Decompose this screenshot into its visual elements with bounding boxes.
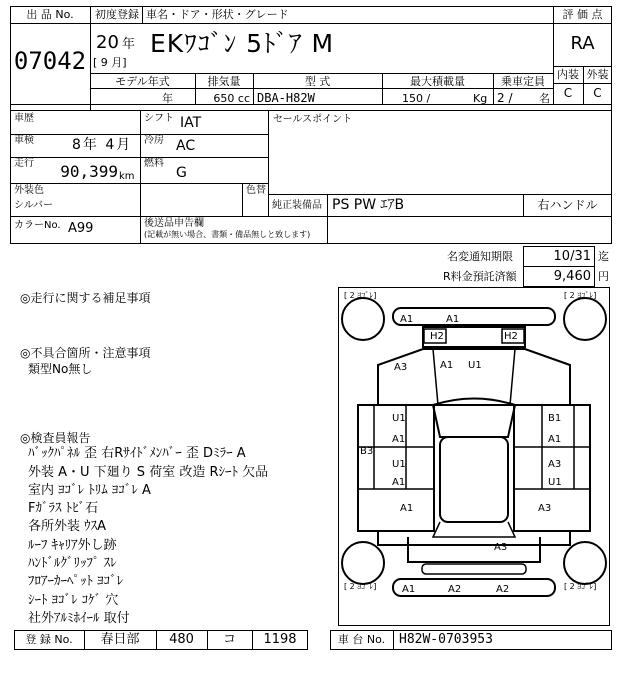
damage-mark: A1 xyxy=(400,503,414,514)
fuel-label: 燃料 xyxy=(144,158,164,169)
capacity-unit: 名 xyxy=(539,92,550,105)
first-registration-label: 初度登録 xyxy=(95,8,139,21)
ac-label: 冷房 xyxy=(144,135,164,146)
registration-area: 春日部 xyxy=(100,632,140,647)
damage-mark: A1 xyxy=(400,314,414,325)
defects-heading: ◎不具合箇所・注意事項 xyxy=(20,346,151,360)
mileage-value: 90,399 xyxy=(60,162,118,181)
mileage-unit: km xyxy=(119,171,135,182)
damage-mark: A1 xyxy=(548,434,562,445)
model-year-unit: 年 xyxy=(162,92,173,105)
history-label: 車歴 xyxy=(14,113,34,124)
inspector-line: ﾊﾝﾄﾞﾙｸﾞﾘｯﾌﾟ ｽﾚ xyxy=(28,556,117,571)
corner-note-top-left: [ 2 ﾖｺﾞﾚ] xyxy=(344,291,377,300)
damage-mark: U1 xyxy=(392,413,406,424)
max-load-label: 最大積載量 xyxy=(410,75,465,88)
color-change-label: 色替 xyxy=(246,185,266,196)
damage-mark: U1 xyxy=(468,360,482,371)
displacement-value: 650 cc xyxy=(213,92,250,105)
registration-number: 1198 xyxy=(263,632,297,647)
steering-value: 右ハンドル xyxy=(537,198,598,212)
corner-note-bottom-left: [ 2 ﾖｺﾞﾚ] xyxy=(344,582,377,591)
damage-mark: A1 xyxy=(446,314,460,325)
damage-mark: A1 xyxy=(402,584,416,595)
rating-label: 評 価 点 xyxy=(562,8,603,21)
lot-number: 07042 xyxy=(13,47,87,75)
damage-mark: A1 xyxy=(392,477,406,488)
color-no-label: カラーNo. xyxy=(14,220,61,231)
recycle-fee-label: R料金預託済額 xyxy=(443,270,517,283)
car-name: EKﾜｺﾞﾝ 5ﾄﾞｱ M xyxy=(150,29,335,58)
displacement-label: 排気量 xyxy=(207,75,241,88)
inspector-line: 各所外装 ｳｽA xyxy=(28,519,107,534)
defects-line: 類型No無し xyxy=(28,362,93,376)
capacity-label: 乗車定員 xyxy=(501,75,545,88)
model-code-value: DBA-H82W xyxy=(257,91,315,105)
inspector-line: Fｶﾞﾗｽ ﾄﾋﾞ石 xyxy=(28,501,99,516)
equipment-label: 純正装備品 xyxy=(272,200,322,211)
damage-mark: A1 xyxy=(392,434,406,445)
damage-mark: U1 xyxy=(392,459,406,470)
fuel-value: G xyxy=(176,165,187,181)
corner-note-top-right: [ 2 ﾖｺﾞﾚ] xyxy=(564,291,597,300)
inspection-label: 車検 xyxy=(14,135,34,146)
chassis-label: 車 台 No. xyxy=(337,633,386,646)
max-load-unit: Kg xyxy=(473,92,488,105)
recycle-fee-value: 9,460 xyxy=(553,269,591,284)
equipment-value: PS PW ｴｱB xyxy=(332,197,405,213)
first-reg-year: 20 xyxy=(96,32,119,53)
damage-mark: A2 xyxy=(448,584,462,595)
name-change-deadline-value: 10/31 xyxy=(553,249,591,264)
shift-label: シフト xyxy=(144,113,174,124)
model-year-label: モデル年式 xyxy=(115,75,170,88)
overall-rating: RA xyxy=(570,33,595,54)
damage-mark: A3 xyxy=(394,362,408,373)
inspector-report-heading: ◎検査員報告 xyxy=(20,431,91,445)
damage-mark: A2 xyxy=(496,584,510,595)
exterior-color-value: シルバー xyxy=(14,200,54,211)
shift-value: IAT xyxy=(180,115,202,131)
damage-mark: B3 xyxy=(360,446,374,457)
inspector-line: 室内 ﾖｺﾞﾚ ﾄﾘﾑ ﾖｺﾞﾚ A xyxy=(28,483,151,498)
exterior-grade: C xyxy=(593,86,602,100)
car-damage-diagram xyxy=(338,287,610,626)
damage-mark: B1 xyxy=(548,413,562,424)
name-change-deadline-label: 名変通知期限 xyxy=(447,250,513,263)
recycle-fee-unit: 円 xyxy=(598,270,609,283)
chassis-number: H82W-0703953 xyxy=(399,632,493,647)
inspection-value: 8年 4月 xyxy=(72,137,133,153)
registration-class: 480 xyxy=(169,632,194,647)
inspector-line: ﾙｰﾌ ｷｬﾘｱ外し跡 xyxy=(28,538,117,553)
corner-note-bottom-right: [ 2 ﾖｺﾞﾚ] xyxy=(564,582,597,591)
inspector-line: ﾌﾛｱｰｶｰﾍﾟｯﾄ ﾖｺﾞﾚ xyxy=(28,574,124,589)
registration-label: 登 録 No. xyxy=(25,633,73,646)
registration-kana: コ xyxy=(222,632,236,647)
interior-label: 内装 xyxy=(557,68,579,81)
model-code-label: 型 式 xyxy=(304,75,331,88)
capacity-value: 2 / xyxy=(497,91,513,105)
first-reg-month: [ 9 月] xyxy=(93,56,127,69)
damage-mark: A3 xyxy=(494,542,508,553)
damage-mark: A3 xyxy=(548,459,562,470)
aftermarket-label: 後送品申告欄 xyxy=(144,218,204,229)
lot-number-label: 出 品 No. xyxy=(26,8,74,21)
aftermarket-note: (記載が無い場合、書類・備品無しと致します) xyxy=(144,230,311,239)
name-change-deadline-unit: 迄 xyxy=(598,250,609,263)
exterior-color-label: 外装色 xyxy=(14,185,44,196)
damage-mark: H2 xyxy=(504,331,518,342)
damage-mark: A3 xyxy=(538,503,552,514)
damage-mark: A1 xyxy=(440,360,454,371)
damage-mark: H2 xyxy=(430,331,444,342)
driving-remarks-heading: ◎走行に関する補足事項 xyxy=(20,291,151,305)
inspector-line: 外装 A・U 下廻り S 荷室 改造 Rｼｰﾄ 欠品 xyxy=(28,465,269,480)
exterior-label: 外装 xyxy=(586,68,609,81)
inspector-line: ﾊﾞｯｸﾊﾟﾈﾙ 歪 右Rｻｲﾄﾞﾒﾝﾊﾞｰ 歪 Dﾐﾗｰ A xyxy=(28,446,246,461)
sales-points-label: セールスポイント xyxy=(273,114,353,125)
inspector-line: 社外ｱﾙﾐﾎｲｰﾙ 取付 xyxy=(28,611,130,626)
ac-value: AC xyxy=(176,138,196,154)
first-reg-year-unit: 年 xyxy=(122,37,136,52)
mileage-label: 走行 xyxy=(14,158,34,169)
damage-mark: U1 xyxy=(548,477,562,488)
car-name-label: 車名・ドア・形状・グレード xyxy=(146,8,289,21)
inspector-line: ｼｰﾄ ﾖｺﾞﾚ ｺｹﾞ 穴 xyxy=(28,593,119,608)
interior-grade: C xyxy=(563,86,573,100)
max-load-value: 150 / xyxy=(402,92,431,105)
color-no-value: A99 xyxy=(68,221,94,236)
